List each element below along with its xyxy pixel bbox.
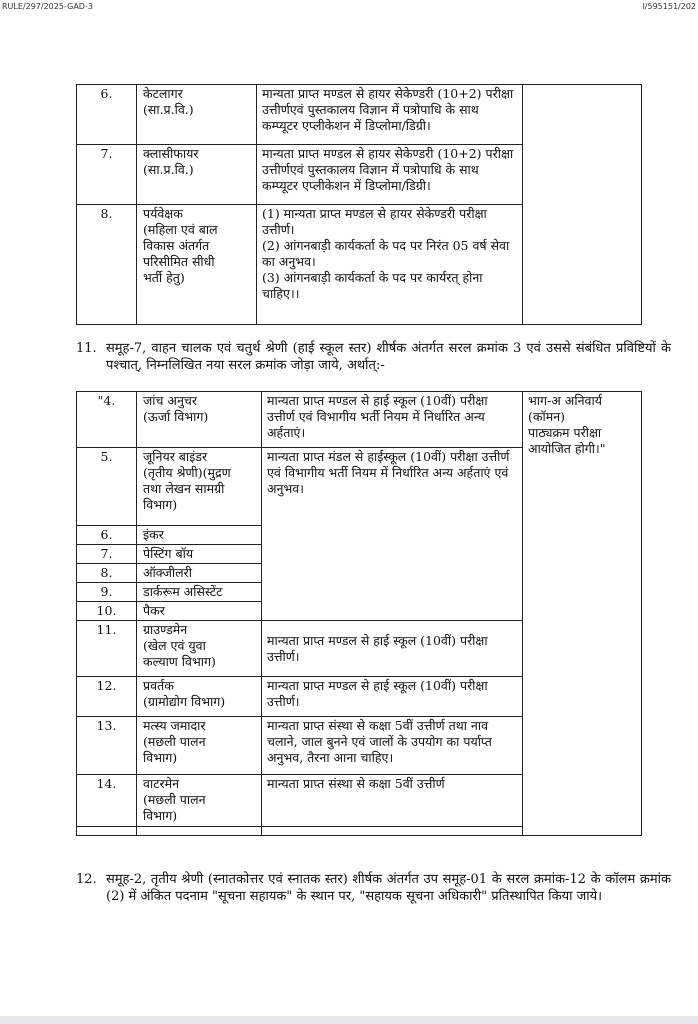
remark-cell [523,85,642,325]
serial-number: 10. [77,602,137,621]
paragraph-text: समूह-2, तृतीय श्रेणी (स्नातकोत्तर एवं स्नातक स्तर) शीर्षक अंतर्गत उप समूह-01 के सरल क्रमांक-12 के कॉलम क्रमांक (2) में अंकित पदनाम "सूचना सहायक" के स्थान पर, "सहायक सूचना अधिकारी" प्रतिस्थापित किया जाये। [106,872,671,904]
empty-cell [137,827,262,836]
paragraph-number: 11. [76,341,97,356]
post-name: ग्राउण्डमेन (खेल एवं युवा कल्याण विभाग) [137,621,262,677]
serial-number: 8. [77,564,137,583]
post-name: मत्स्य जमादार (मछली पालन विभाग) [137,717,262,775]
qualification: मान्यता प्राप्त मण्डल से हाई स्कूल (10वीं) परीक्षा उत्तीर्ण। [262,621,523,677]
qualification: मान्यता प्राप्त मण्डल से हायर सेकेण्डरी (10+2) परीक्षा उत्तीर्णएवं पुस्तकालय विज्ञान में पत्रोपाधि के साथ कम्प्यूटर एप्लीकेशन में डिप्लोमा/डिग्री। [257,85,523,145]
serial-number: 9. [77,583,137,602]
serial-number: 6. [77,85,137,145]
qualification: (1) मान्यता प्राप्त मण्डल से हायर सेकेण्डरी परीक्षा उत्तीर्ण। (2) आंगनबाड़ी कार्यकर्ता के पद पर निरंत 05 वर्ष सेवा का अनुभव। (3) आंगनबाड़ी कार्यकर्ता के पद पर कार्यरत् होना चाहिए।। [257,205,523,325]
post-name: पर्यवेक्षक (महिला एवं बाल विकास अंतर्गत परिसीमित सीधी भर्ती हेतु) [137,205,257,325]
serial-number: 7. [77,545,137,564]
document-reference: RULE/297/2025-GAD-3 [2,2,93,11]
table-row [77,392,642,448]
paragraph-text: समूह-7, वाहन चालक एवं चतुर्थ श्रेणी (हाई स्कूल स्तर) शीर्षक अंतर्गत सरल क्रमांक 3 एवं उससे संबंधित प्रविष्टियों के पश्चात्, निम्नलिखित नया सरल क्रमांक जोड़ा जाये, अर्थात्:- [106,341,671,373]
serial-number: 6. [77,526,137,545]
qualification: मान्यता प्राप्त मंडल से हाईस्कूल (10वीं) परीक्षा उत्तीर्ण एवं विभागीय भर्ती नियम में निर्धारित अन्य अर्हताएं एवं अनुभव। [262,448,523,621]
remark-cell: भाग-अ अनिवार्य (कॉमन) पाठ्यक्रम परीक्षा आयोजित होगी।" [523,392,642,836]
serial-number: 8. [77,205,137,325]
qualification: मान्यता प्राप्त संस्था से कक्षा 5वीं उत्तीर्ण तथा नाव चलाने, जाल बुनने एवं जालों के उपयोग का पर्याप्त अनुभव, तैरना आना चाहिए। [262,717,523,775]
qualification: मान्यता प्राप्त मण्डल से हाई स्कूल (10वीं) परीक्षा उत्तीर्ण। [262,677,523,717]
post-name: क्लासीफायर (सा.प्र.वि.) [137,145,257,205]
file-reference: I/595151/202 [642,2,696,11]
paragraph-number: 12. [76,872,97,887]
post-name: ऑक्जीलरी [137,564,262,583]
serial-number: "4. [77,392,137,448]
qualification: मान्यता प्राप्त मण्डल से हाई स्कूल (10वीं) परीक्षा उत्तीर्ण एवं विभागीय भर्ती नियम में निर्धारित अन्य अर्हताएं। [262,392,523,448]
serial-number: 11. [77,621,137,677]
post-name: केटलागर (सा.प्र.वि.) [137,85,257,145]
post-name: इंकर [137,526,262,545]
qualification-table-group-7 [76,391,642,836]
qualification: मान्यता प्राप्त संस्था से कक्षा 5वीं उत्तीर्ण [262,775,523,827]
qualification: मान्यता प्राप्त मण्डल से हायर सेकेण्डरी (10+2) परीक्षा उत्तीर्णएवं पुस्तकालय विज्ञान में पत्रोपाधि के साथ कम्प्यूटर एप्लीकेशन में डिप्लोमा/डिग्री। [257,145,523,205]
page-bottom-strip [0,1016,698,1024]
post-name: जांच अनुचर (ऊर्जा विभाग) [137,392,262,448]
post-name: पेस्टिंग बॉय [137,545,262,564]
serial-number: 13. [77,717,137,775]
empty-cell [77,827,137,836]
post-name: जूनियर बाइंडर (तृतीय श्रेणी)(मुद्रण तथा लेखन सामग्री विभाग) [137,448,262,526]
post-name: पैकर [137,602,262,621]
serial-number: 7. [77,145,137,205]
post-name: प्रवर्तक (ग्रामोद्योग विभाग) [137,677,262,717]
post-name: वाटरमेन (मछली पालन विभाग) [137,775,262,827]
post-name: डार्करूम असिस्टेंट [137,583,262,602]
serial-number: 12. [77,677,137,717]
serial-number: 5. [77,448,137,526]
serial-number: 14. [77,775,137,827]
empty-cell [262,827,523,836]
qualification-table-group-3 [76,84,642,325]
table-row [77,85,642,145]
